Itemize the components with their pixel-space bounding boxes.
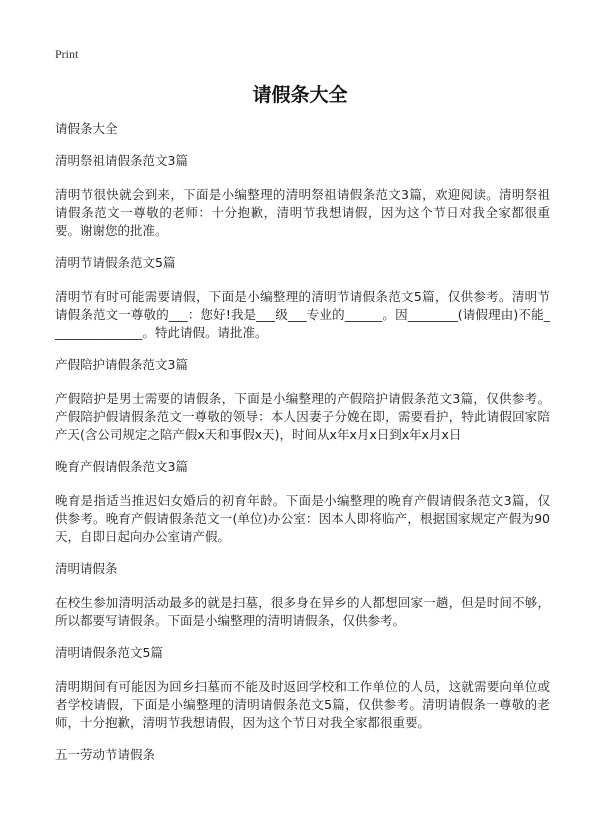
article-link-title[interactable]: 清明请假条	[55, 561, 118, 576]
article-summary: 清明节很快就会到来，下面是小编整理的清明祭祖请假条范文3篇，欢迎阅读。清明祭祖请假条范文一尊敬的老师：十分抱歉，清明节我想请假，因为这个节日对我全家都很重要。谢谢您的批准。	[55, 187, 550, 238]
article-link-title[interactable]: 清明节请假条范文5篇	[55, 255, 176, 270]
article-link-title[interactable]: 清明请假条范文5篇	[55, 645, 163, 660]
article-link-title[interactable]: 产假陪护请假条范文3篇	[55, 357, 188, 372]
article-summary: 产假陪护是男士需要的请假条，下面是小编整理的产假陪护请假条范文3篇，仅供参考。产假陪护假请假条范文一尊敬的领导：本人因妻子分娩在即，需要看护，特此请假回家陪产天(含公司规定之陪产假x天和事假x天)，时间从x年x月x日到x年x月x日	[55, 391, 550, 442]
article-summary: 在校生参加清明活动最多的就是扫墓，很多身在异乡的人都想回家一趟，但是时间不够，所以都要写请假条。下面是小编整理的清明请假条，仅供参考。	[55, 595, 550, 628]
document-body	[55, 120, 550, 764]
article-link-title[interactable]: 五一劳动节请假条	[55, 747, 156, 762]
article-summary: 清明节有时可能需要请假，下面是小编整理的清明节请假条范文5篇，仅供参考。清明节请假条范文一尊敬的___：您好!我是___级___专业的______。因________(请假理由)不能_______________。特此请假。请批准。	[55, 289, 550, 340]
article-link-title[interactable]: 清明祭祖请假条范文3篇	[55, 153, 188, 168]
article-summary: 晚育是指适当推迟妇女婚后的初育年龄。下面是小编整理的晚育产假请假条范文3篇，仅供参考。晚育产假请假条范文一(单位)办公室：因本人即将临产，根据国家规定产假为90天，自即日起向办公室请产假。	[55, 493, 550, 544]
print-label[interactable]: Print	[55, 47, 79, 61]
section-heading: 请假条大全	[55, 121, 118, 136]
article-summary: 清明期间有可能因为回乡扫墓而不能及时返回学校和工作单位的人员，这就需要向单位或者学校请假，下面是小编整理的清明请假条范文5篇，仅供参考。清明请假条一尊敬的老师，十分抱歉，清明节我想请假，因为这个节日对我全家都很重要。	[55, 679, 550, 730]
article-link-title[interactable]: 晚育产假请假条范文3篇	[55, 459, 188, 474]
page-title: 请假条大全	[252, 84, 348, 106]
